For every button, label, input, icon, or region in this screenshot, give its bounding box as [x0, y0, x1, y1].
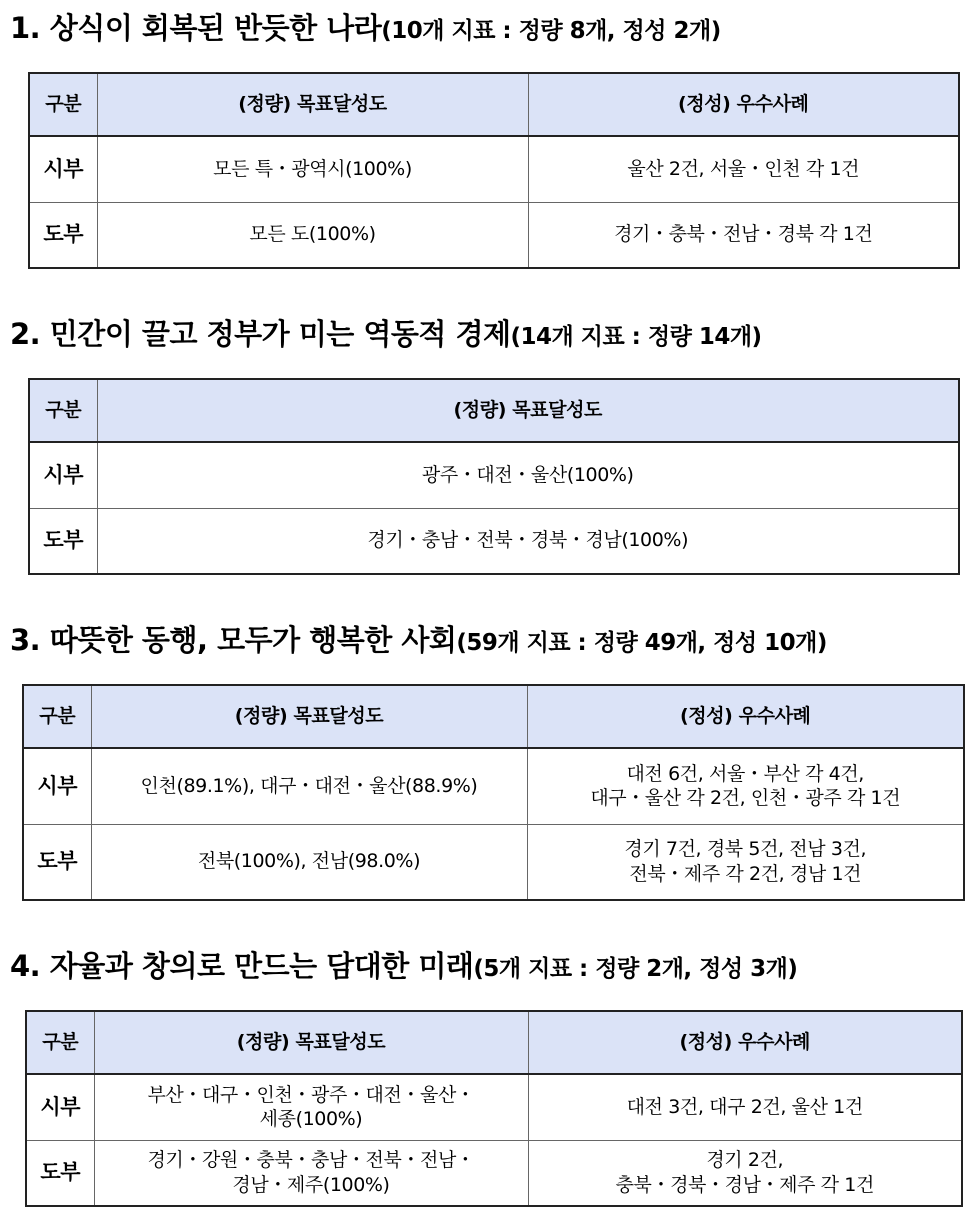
section-2-subtitle: (14개 지표 : 정량 14개) — [510, 324, 762, 350]
quantitative-line: 부산・대구・인천・광주・대전・울산・ — [147, 1083, 475, 1106]
row-label-province: 도부 — [29, 508, 97, 574]
quantitative-line: 경기・강원・충북・충남・전북・전남・ — [147, 1149, 475, 1172]
qualitative-line: 경기 2건, — [706, 1149, 784, 1172]
header-quantitative: (정량) 목표달성도 — [97, 379, 959, 442]
qualitative-cell: 경기・충북・전남・경북 각 1건 — [528, 202, 959, 268]
qualitative-line: 대구・울산 각 2건, 인천・광주 각 1건 — [590, 787, 901, 810]
quantitative-line: 경남・제주(100%) — [232, 1173, 390, 1196]
table-row — [29, 508, 959, 574]
row-label-city: 시부 — [29, 442, 97, 508]
section-1-table — [28, 72, 960, 269]
quantitative-cell: 모든 특・광역시(100%) — [97, 136, 528, 202]
quantitative-cell: 인천(89.1%), 대구・대전・울산(88.9%) — [91, 748, 527, 824]
table-row — [29, 136, 959, 202]
row-label-city: 시부 — [29, 136, 97, 202]
quantitative-cell: 경기・충남・전북・경북・경남(100%) — [97, 508, 959, 574]
qualitative-line: 경기 7건, 경북 5건, 전남 3건, — [624, 838, 867, 861]
header-category: 구분 — [29, 73, 97, 136]
qualitative-cell — [528, 1140, 962, 1206]
section-2-heading — [10, 317, 762, 351]
section-4-table — [25, 1010, 963, 1207]
row-label-province: 도부 — [26, 1140, 94, 1206]
qualitative-line: 전북・제주 각 2건, 경남 1건 — [629, 862, 862, 885]
table-row — [29, 442, 959, 508]
section-1-title: 1. 상식이 회복된 반듯한 나라 — [10, 11, 382, 45]
header-category: 구분 — [29, 379, 97, 442]
section-3-table — [22, 684, 965, 901]
header-qualitative: (정성) 우수사례 — [527, 685, 964, 748]
quantitative-cell: 광주・대전・울산(100%) — [97, 442, 959, 508]
table-row — [23, 748, 964, 824]
qualitative-line: 대전 6건, 서울・부산 각 4건, — [626, 762, 864, 785]
section-3-subtitle: (59개 지표 : 정량 49개, 정성 10개) — [456, 630, 827, 656]
quantitative-cell: 모든 도(100%) — [97, 202, 528, 268]
section-1-heading — [10, 11, 721, 45]
qualitative-cell — [527, 748, 964, 824]
quantitative-cell: 전북(100%), 전남(98.0%) — [91, 824, 527, 900]
section-2-table — [28, 378, 960, 575]
header-quantitative: (정량) 목표달성도 — [97, 73, 528, 136]
qualitative-line: 충북・경북・경남・제주 각 1건 — [615, 1173, 874, 1196]
section-4-subtitle: (5개 지표 : 정량 2개, 정성 3개) — [473, 956, 798, 982]
qualitative-cell: 울산 2건, 서울・인천 각 1건 — [528, 136, 959, 202]
table-row — [29, 202, 959, 268]
section-4-title: 4. 자율과 창의로 만드는 담대한 미래 — [10, 949, 474, 983]
qualitative-cell — [527, 824, 964, 900]
quantitative-cell — [94, 1140, 528, 1206]
row-label-city: 시부 — [26, 1074, 94, 1140]
section-2-title: 2. 민간이 끌고 정부가 미는 역동적 경제 — [10, 317, 511, 351]
section-3-title: 3. 따뜻한 동행, 모두가 행복한 사회 — [10, 623, 457, 657]
header-qualitative: (정성) 우수사례 — [528, 1011, 962, 1074]
table-row — [26, 1140, 962, 1206]
row-label-province: 도부 — [29, 202, 97, 268]
quantitative-cell — [94, 1074, 528, 1140]
section-1-subtitle: (10개 지표 : 정량 8개, 정성 2개) — [381, 18, 721, 44]
qualitative-cell: 대전 3건, 대구 2건, 울산 1건 — [528, 1074, 962, 1140]
header-qualitative: (정성) 우수사례 — [528, 73, 959, 136]
section-4-heading — [10, 949, 798, 983]
quantitative-line: 세종(100%) — [259, 1108, 363, 1131]
row-label-province: 도부 — [23, 824, 91, 900]
table-row — [23, 824, 964, 900]
row-label-city: 시부 — [23, 748, 91, 824]
header-category: 구분 — [26, 1011, 94, 1074]
header-category: 구분 — [23, 685, 91, 748]
table-row — [26, 1074, 962, 1140]
header-quantitative: (정량) 목표달성도 — [94, 1011, 528, 1074]
section-3-heading — [10, 623, 827, 657]
header-quantitative: (정량) 목표달성도 — [91, 685, 527, 748]
